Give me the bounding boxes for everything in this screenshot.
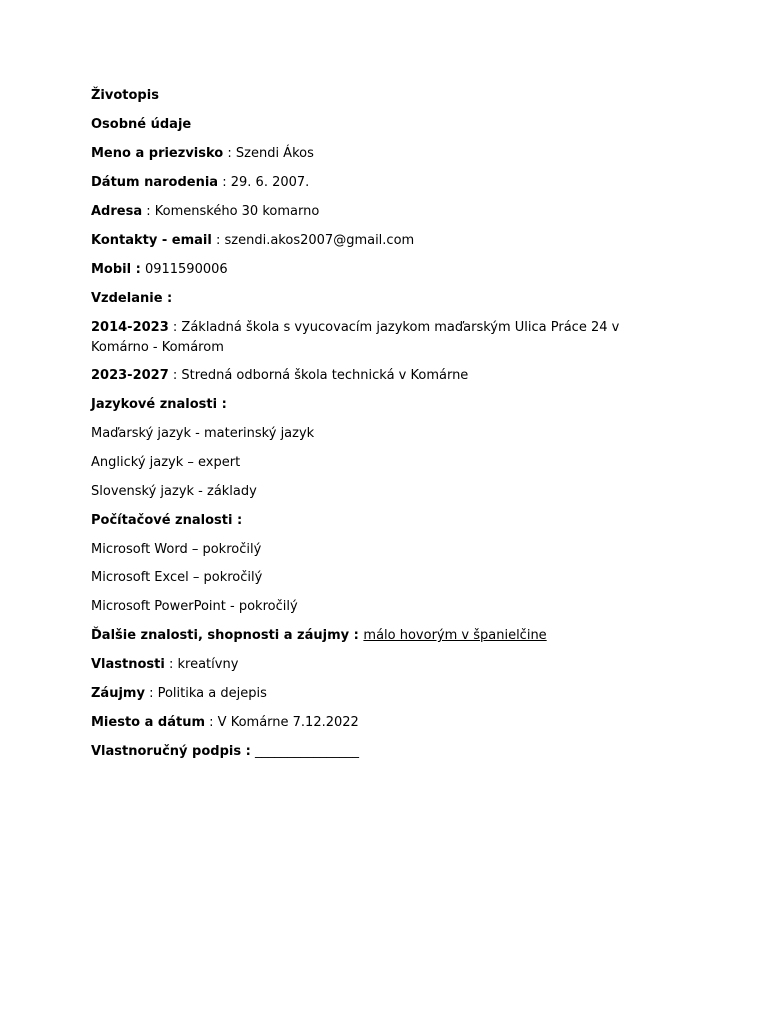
name-sep: : — [223, 146, 236, 161]
education-heading: Vzdelanie : — [91, 291, 173, 306]
computer-heading: Počítačové znalosti : — [91, 513, 243, 528]
email-label: Kontakty - email — [91, 233, 212, 248]
other-skills-line — [91, 626, 691, 646]
name-label: Meno a priezvisko — [91, 146, 224, 161]
birth-value: 29. 6. 2007. — [230, 175, 310, 190]
traits-value: kreatívny — [177, 657, 239, 672]
education-sep: : — [168, 368, 182, 383]
computer-item: Microsoft Excel – pokročilý — [91, 570, 263, 585]
document-title: Životopis — [91, 88, 159, 103]
education-entry — [91, 318, 681, 358]
education-period: 2023-2027 — [91, 368, 169, 383]
birth-sep: : — [218, 175, 231, 190]
signature-label: Vlastnoručný podpis : — [91, 744, 251, 759]
traits-label: Vlastnosti — [91, 657, 165, 672]
signature-blank: ________________ — [250, 744, 359, 759]
education-period: 2014-2023 — [91, 320, 169, 335]
address-line — [91, 202, 691, 222]
place-date-sep: : — [205, 715, 218, 730]
email-value: szendi.akos2007@gmail.com — [224, 233, 415, 248]
traits-sep: : — [164, 657, 178, 672]
traits-line — [91, 655, 691, 675]
place-date-value: V Komárne 7.12.2022 — [217, 715, 359, 730]
language-item: Anglický jazyk – expert — [91, 455, 241, 470]
other-skills-label: Ďalšie znalosti, shopnosti a záujmy — [91, 628, 350, 643]
signature-line — [91, 742, 691, 762]
place-date-line — [91, 713, 691, 733]
address-label: Adresa — [91, 204, 143, 219]
interests-label: Záujmy — [91, 686, 145, 701]
education-school: Základná škola s vyucovacím jazykom maďarským Ulica Práce 24 v Komárno - Komárom — [91, 320, 620, 355]
address-value: Komenského 30 komarno — [154, 204, 320, 219]
interests-sep: : — [144, 686, 158, 701]
education-school: Stredná odborná škola technická v Komárne — [181, 368, 469, 383]
mobile-value: 0911590006 — [140, 262, 228, 277]
interests-value: Politika a dejepis — [157, 686, 267, 701]
email-sep: : — [211, 233, 225, 248]
education-entry — [91, 366, 691, 386]
interests-line — [91, 684, 691, 704]
other-skills-sep: : — [349, 628, 364, 643]
name-line — [91, 144, 691, 164]
mobile-line — [91, 260, 691, 280]
name-value: Szendi Ákos — [235, 146, 314, 161]
mobile-label: Mobil : — [91, 262, 141, 277]
birth-label: Dátum narodenia — [91, 175, 219, 190]
language-item: Maďarský jazyk - materinský jazyk — [91, 426, 315, 441]
language-item: Slovenský jazyk - základy — [91, 484, 257, 499]
languages-heading: Jazykové znalosti : — [91, 397, 227, 412]
education-sep: : — [168, 320, 182, 335]
place-date-label: Miesto a dátum — [91, 715, 206, 730]
computer-item: Microsoft PowerPoint - pokročilý — [91, 599, 298, 614]
computer-item: Microsoft Word – pokročilý — [91, 542, 262, 557]
section-personal-heading: Osobné údaje — [91, 117, 192, 132]
other-skills-value: málo hovorým v španielčine — [363, 628, 547, 643]
email-line — [91, 231, 691, 251]
address-sep: : — [142, 204, 155, 219]
birth-line — [91, 173, 691, 193]
